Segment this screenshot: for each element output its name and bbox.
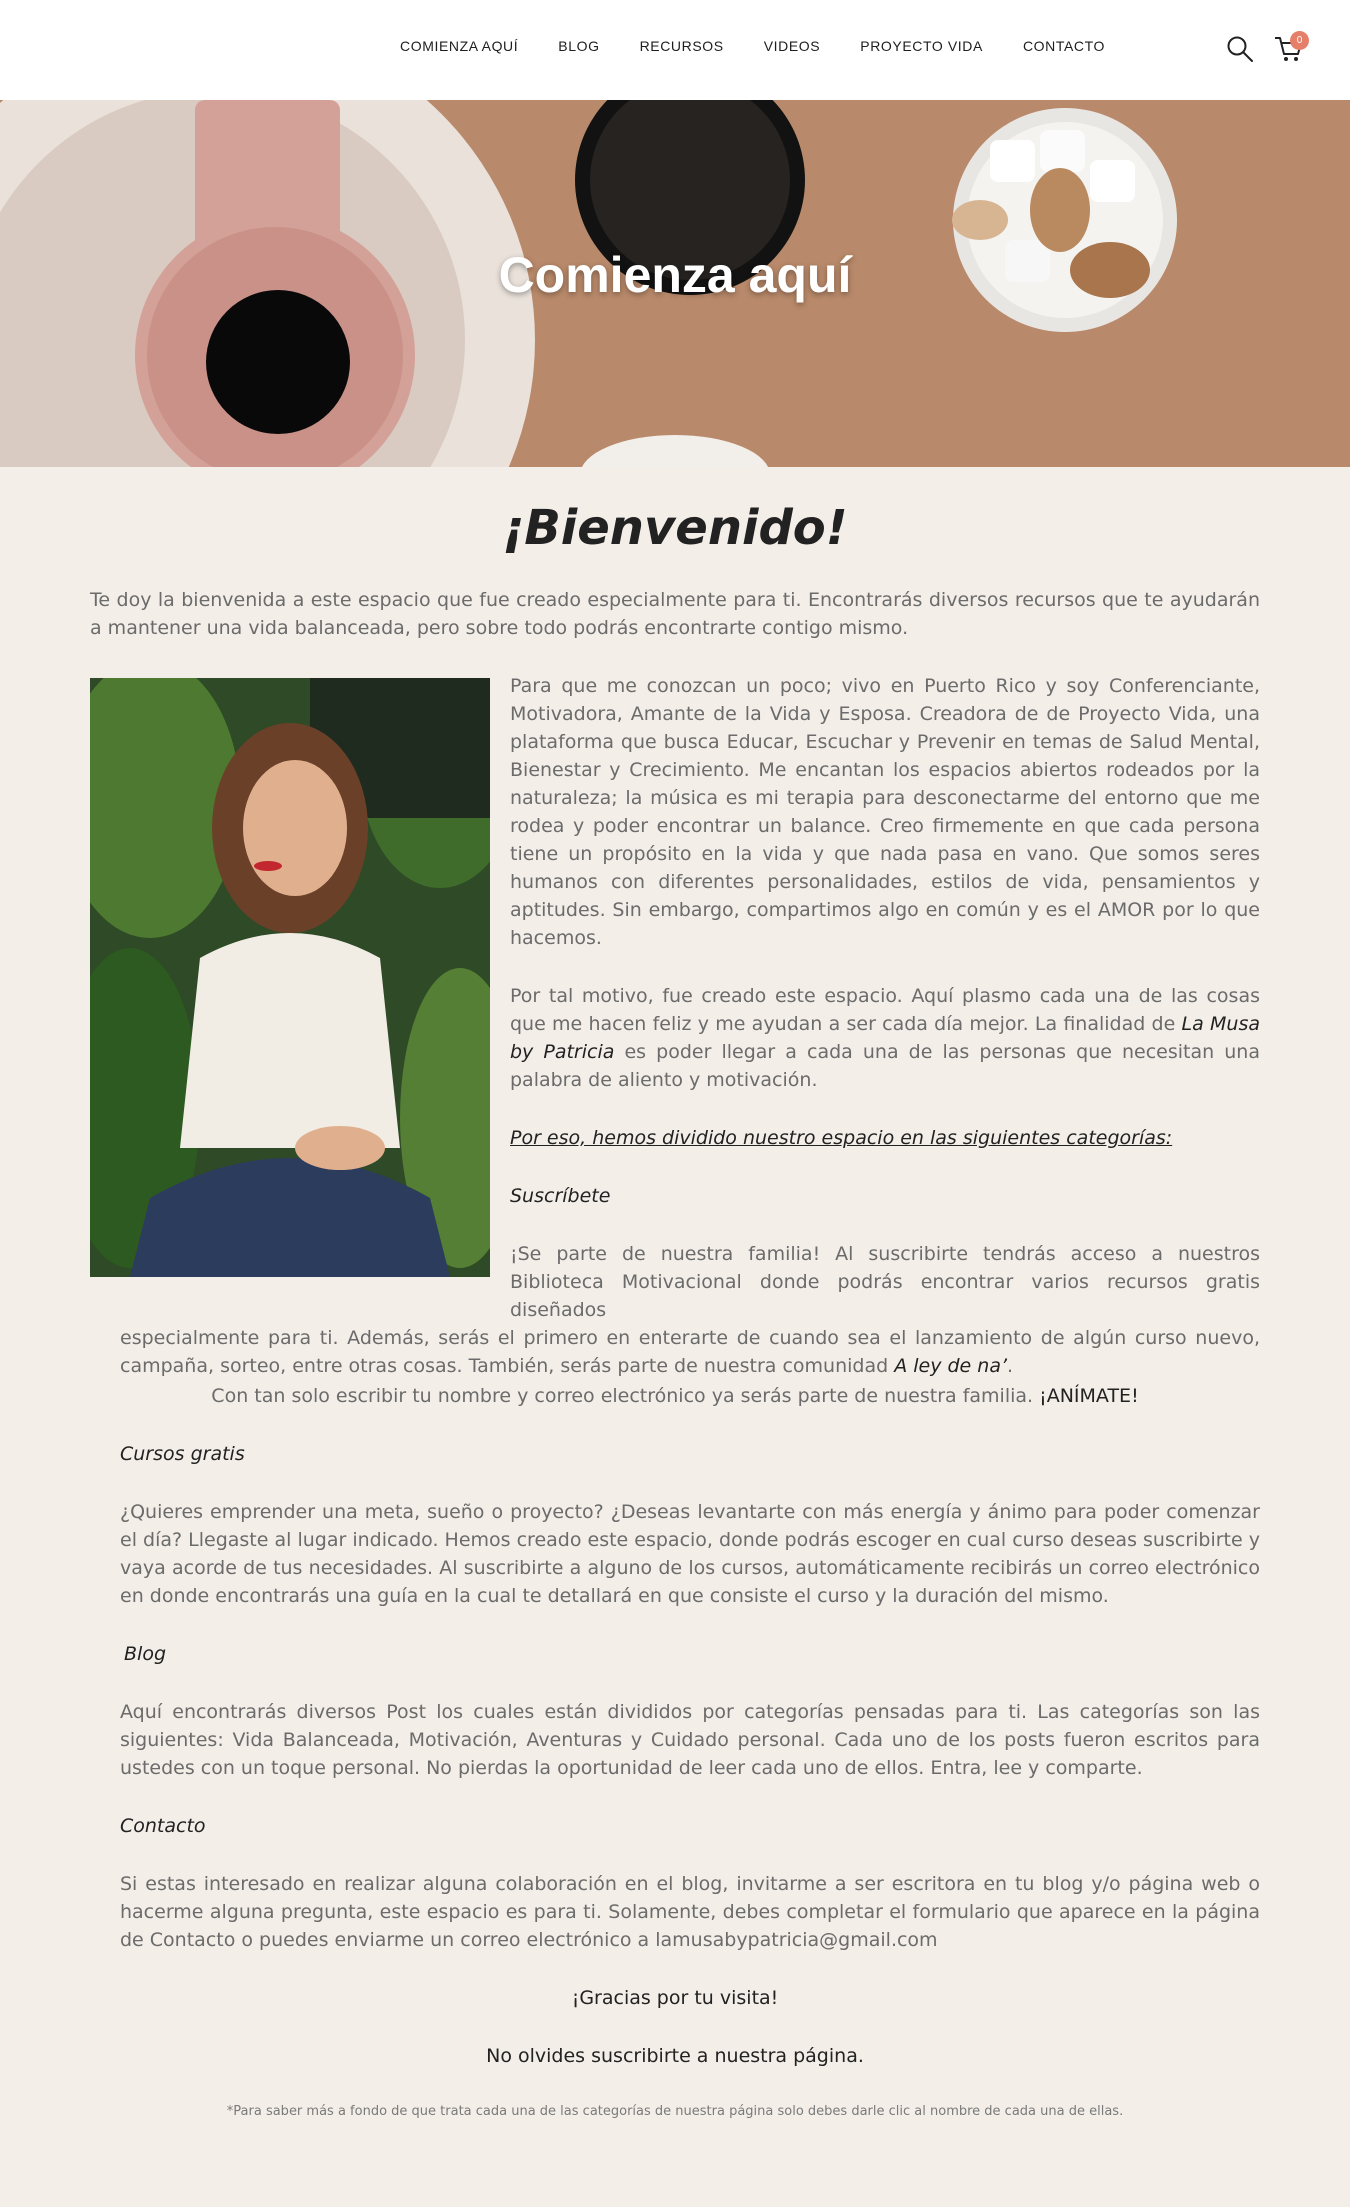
thanks-message: ¡Gracias por tu visita! (571, 1987, 779, 2009)
contact-paragraph: Si estas interesado en realizar alguna colaboración en el blog, invitarme a ser escritora en tu blog y/o página web o hacerme alguna pregunta, este espacio es para ti. Solamente, debes completar el formulario que aparece en la página de Contacto o puedes enviarme un correo electrónico a lamusabypatricia@gmail.com (120, 1873, 1260, 1951)
hero-banner (0, 100, 1350, 467)
community-name: A ley de na’ (894, 1355, 1008, 1377)
intro-paragraph: Te doy la bienvenida a este espacio que fue creado especialmente para ti. Encontrarás diversos recursos que te ayudarán a mantener una vida balanceada, pero sobre todo podrás encontrarte contigo mismo. (90, 589, 1260, 639)
subscribe-end: . (1007, 1355, 1014, 1377)
subscribe-paragraph (120, 1240, 1260, 1380)
main-nav (400, 38, 1105, 54)
contact-heading-link[interactable]: Contacto (120, 1815, 206, 1837)
nav-recursos[interactable]: RECURSOS (639, 38, 724, 54)
subscribe-heading-link[interactable]: Suscríbete (510, 1185, 611, 1207)
cart-count-badge: 0 (1290, 31, 1309, 50)
categories-heading: Por eso, hemos dividido nuestro espacio en las siguientes categorías: (510, 1127, 1173, 1149)
bio-paragraph-2 (510, 982, 1260, 1094)
bio2-text-before: Por tal motivo, fue creado este espacio. Aquí plasmo cada una de las cosas que me hacen feliz y me ayudan a ser cada día mejor. La finalidad de (510, 985, 1260, 1035)
footnote: *Para saber más a fondo de que trata cada una de las categorías de nuestra página solo debes darle clic al nombre de cada una de ellas. (226, 2104, 1124, 2119)
author-photo (90, 678, 490, 1277)
nav-videos[interactable]: VIDEOS (763, 38, 821, 54)
blog-heading-link[interactable]: Blog (124, 1643, 166, 1665)
join-text: Con tan solo escribir tu nombre y correo electrónico ya serás parte de nuestra familia. (211, 1385, 1040, 1407)
join-paragraph (0, 1382, 1350, 1410)
nav-blog[interactable]: BLOG (558, 38, 600, 54)
subscribe-reminder: No olvides suscribirte a nuestra página. (486, 2045, 864, 2067)
brand-name: La Musa by Patricia (510, 1013, 1260, 1063)
join-cta: ¡ANÍMATE! (1039, 1385, 1139, 1407)
courses-paragraph: ¿Quieres emprender una meta, sueño o proyecto? ¿Deseas levantarte con más energía y ánimo para poder comenzar el día? Llegaste al lugar indicado. Hemos creado este espacio, donde podrás escoger en cual curso deseas suscribirte y vaya acorde de tus necesidades. Al suscribirte a alguno de los cursos, automáticamente recibirás un correo electrónico en donde encontrarás una guía en la cual te detallará en que consiste el curso y la duración del mismo. (120, 1501, 1260, 1607)
courses-heading-link[interactable]: Cursos gratis (120, 1443, 245, 1465)
blog-paragraph: Aquí encontrarás diversos Post los cuales están divididos por categorías pensadas para ti. Las categorías son las siguientes: Vida Balanceada, Motivación, Aventuras y Cuidado personal. Cada uno de los posts fueron escritos para ustedes con un toque personal. No pierdas la oportunidad de leer cada uno de ellos. Entra, lee y comparte. (120, 1701, 1260, 1779)
bio2-text-after: es poder llegar a cada una de las personas que necesitan una palabra de aliento y motivación. (510, 1041, 1260, 1091)
nav-comienza-aqui[interactable]: COMIENZA AQUÍ (400, 38, 519, 54)
search-icon[interactable] (1226, 35, 1254, 63)
subscribe-line-1: ¡Se parte de nuestra familia! Al suscribirte tendrás acceso a nuestros Biblioteca Motivacional donde podrás encontrar varios recursos gratis diseñados (510, 1243, 1260, 1321)
welcome-heading: ¡Bienvenido! (502, 500, 848, 556)
nav-proyecto-vida[interactable]: PROYECTO VIDA (860, 38, 983, 54)
bio-paragraph-1: Para que me conozcan un poco; vivo en Puerto Rico y soy Conferenciante, Motivadora, Amante de la Vida y Esposa. Creadora de de Proyecto Vida, una plataforma que busca Educar, Escuchar y Prevenir en temas de Salud Mental, Bienestar y Crecimiento. Me encantan los espacios abiertos rodeados por la naturaleza; la música es mi terapia para desconectarme del entorno que me rodea y poder encontrar un balance. Creo firmemente en que cada persona tiene un propósito en la vida y que nada pasa en vano. Que somos seres humanos con diferentes personalidades, estilos de vida, pensamientos y aptitudes. Sin embargo, compartimos algo en común y es el AMOR por lo que hacemos. (510, 675, 1260, 949)
site-header (0, 0, 1350, 100)
nav-contacto[interactable]: CONTACTO (1022, 38, 1105, 54)
hero-title: Comienza aquí (498, 247, 852, 303)
subscribe-rest: especialmente para ti. Además, serás el primero en enterarte de cuando sea el lanzamiento de algún curso nuevo, campaña, sorteo, entre otras cosas. También, serás parte de nuestra comunidad (120, 1327, 1260, 1377)
